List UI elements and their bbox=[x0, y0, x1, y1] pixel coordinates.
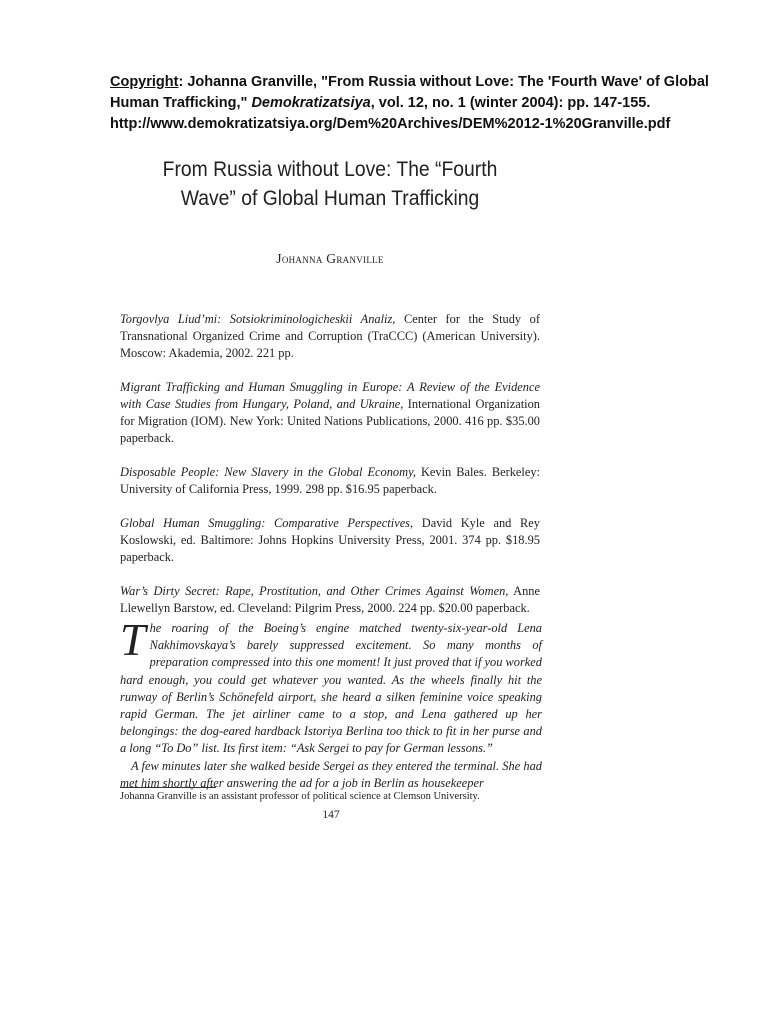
book-details: Kevin Bales. Berkeley: University of California Press, 1999. 298 pp. $16.95 paperback. bbox=[120, 465, 540, 496]
book-title: Torgovlya Liud’mi: Sotsiokriminologicheskii Analiz, bbox=[120, 312, 396, 326]
citation-text: : Johanna Granville, "From Russia without Love: The 'Fourth Wave' of Global Human Trafficking," bbox=[110, 74, 709, 111]
author-footnote: Johanna Granville is an assistant professor of political science at Clemson University. bbox=[120, 791, 480, 802]
book-reference bbox=[120, 515, 540, 566]
book-title: Migrant Trafficking and Human Smuggling in Europe: A Review of the Evidence with Case Studies from Hungary, Poland, and Ukraine, bbox=[120, 380, 540, 411]
reviewed-books-list bbox=[120, 311, 540, 634]
article-title: From Russia without Love: The “Fourth Wave” of Global Human Trafficking bbox=[162, 158, 498, 210]
book-details: Center for the Study of Transnational Organized Crime and Corruption (TraCCC) (American University). Moscow: Akademia, 2002. 221 pp. bbox=[120, 312, 540, 360]
citation-details: , vol. 12, no. 1 (winter 2004): pp. 147-155. bbox=[370, 95, 651, 111]
author-name: Johanna Granville bbox=[276, 251, 384, 266]
copyright-notice bbox=[110, 72, 750, 135]
book-title: Global Human Smuggling: Comparative Perspectives, bbox=[120, 516, 414, 530]
second-paragraph: A few minutes later she walked beside Sergei as they entered the terminal. She had met him shortly after answering the ad for a job in Berlin as housekeeper bbox=[120, 758, 542, 790]
source-url[interactable]: http://www.demokratizatsiya.org/Dem%20Archives/DEM%2012-1%20Granville.pdf bbox=[110, 116, 671, 132]
page-number: 147 bbox=[322, 809, 340, 821]
book-details: Anne Llewellyn Barstow, ed. Cleveland: Pilgrim Press, 2000. 224 pp. $20.00 paperback. bbox=[120, 584, 540, 615]
article-body bbox=[120, 614, 542, 792]
book-reference bbox=[120, 583, 540, 617]
book-reference bbox=[120, 311, 540, 362]
footnote-divider bbox=[120, 787, 216, 788]
paragraph-text: he roaring of the Boeing’s engine matched twenty-six-year-old Lena Nakhimovskaya’s barely suppressed excitement. So many months of preparation compressed into this one moment! It just proved that if you worked hard enough, you could get whatever you wanted. As the wheels finally hit the runway of Berlin’s Schönefeld airport, she heard a silken feminine voice speaking rapid German. The jet airliner came to a stop, and Lena gathered up her belongings: the dog-eared hardback Istoriya Berlina too thick to fit in her purse and a long “To Do” list. Its first item: “Ask Sergei to pay for German lessons.” bbox=[120, 621, 542, 756]
book-reference bbox=[120, 379, 540, 447]
book-title: War’s Dirty Secret: Rape, Prostitution, and Other Crimes Against Women, bbox=[120, 584, 509, 598]
drop-cap: T bbox=[120, 614, 146, 665]
book-title: Disposable People: New Slavery in the Global Economy, bbox=[120, 465, 416, 479]
book-details: International Organization for Migration (IOM). New York: United Nations Publications, 2000. 416 pp. $35.00 paperback. bbox=[120, 397, 540, 445]
copyright-label: Copyright bbox=[110, 74, 179, 90]
book-reference bbox=[120, 464, 540, 498]
article-author bbox=[120, 251, 540, 267]
journal-name: Demokratizatsiya bbox=[251, 95, 371, 111]
book-details: David Kyle and Rey Koslowski, ed. Baltimore: Johns Hopkins University Press, 2001. 374 pp. $18.95 paperback. bbox=[120, 516, 540, 564]
opening-paragraph bbox=[120, 614, 542, 758]
